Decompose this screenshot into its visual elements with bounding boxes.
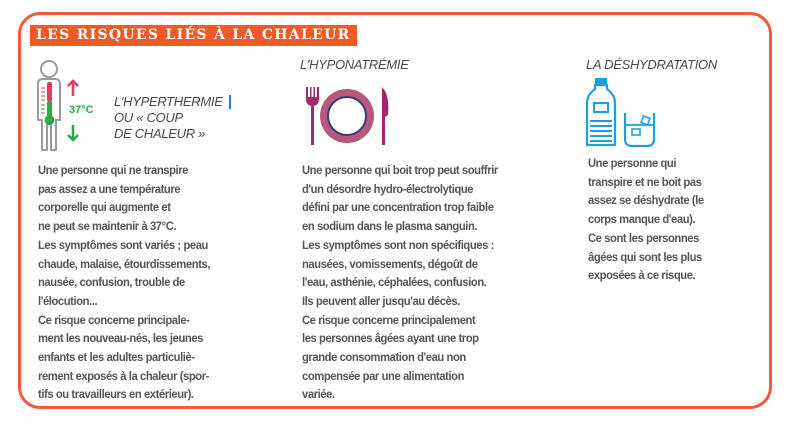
body-line: chaude, malaise, étourdissements, — [38, 256, 211, 271]
body-line: Une personne qui boit trop peut souffrir — [302, 163, 498, 177]
body-line: défini par une concentration trop faible — [302, 200, 494, 215]
thermometer-person-icon — [32, 58, 68, 154]
body-hyponatremie — [302, 161, 498, 404]
body-line: transpire et ne boit pas — [588, 174, 702, 189]
body-line: Une personne qui ne transpire — [38, 163, 188, 177]
body-line: Une personne qui — [588, 156, 677, 170]
body-line: ne peut se maintenir à 37°C. — [38, 219, 177, 234]
heading-deshydratation: LA DÉSHYDRATATION — [586, 57, 717, 72]
heading-line: OU « COUP — [114, 110, 183, 125]
heading-line: DE CHALEUR » — [114, 126, 206, 141]
body-line: ment les nouveau-nés, les jeunes — [38, 331, 203, 346]
page-title: LES RISQUES LIÉS À LA CHALEUR — [30, 25, 357, 46]
arrow-up-icon — [66, 79, 80, 97]
heading-line: L'HYPERTHERMIE — [114, 94, 223, 109]
body-line: pas assez a une température — [38, 181, 181, 196]
body-line: corporelle qui augmente et — [38, 200, 171, 215]
heading-hyponatremie: L'HYPONATRÉMIE — [300, 57, 409, 72]
body-line: en sodium dans le plasma sanguin. — [302, 219, 478, 234]
body-line: l'eau, asthénie, céphalées, confusion. — [302, 275, 487, 290]
body-line: l'élocution... — [38, 293, 98, 308]
arrow-down-icon — [66, 124, 80, 142]
body-line: Les symptômes sont variés ; peau — [38, 237, 208, 252]
body-line: Ils peuvent aller jusqu'au décès. — [302, 293, 460, 308]
body-line: nausées, vomissements, dégoût de — [302, 256, 478, 271]
body-line: tifs ou travailleurs en extérieur). — [38, 387, 194, 402]
body-line: Ce risque concerne principalement — [302, 312, 476, 327]
text-caret — [229, 95, 231, 109]
body-line: compensée par une alimentation — [302, 368, 465, 383]
body-line: exposées à ce risque. — [588, 268, 696, 283]
body-line: grande consommation d'eau non — [302, 350, 466, 365]
body-line: corps manque d'eau). — [588, 212, 696, 227]
body-line: Les symptômes sont non spécifiques : — [302, 237, 494, 252]
water-bottle-glass-icon — [586, 77, 658, 149]
body-line: Ce risque concerne principale- — [38, 312, 190, 327]
body-line: variée. — [302, 387, 335, 402]
body-line: rement exposés à la chaleur (spor- — [38, 368, 210, 383]
body-line: les personnes âgées ayant une trop — [302, 331, 479, 346]
body-line: âgées qui sont les plus — [588, 249, 702, 264]
body-hyperthermie — [38, 161, 210, 404]
plate-fork-knife-icon — [302, 85, 392, 147]
body-line: assez se déshydrate (le — [588, 193, 704, 208]
body-line: Ce sont les personnes — [588, 230, 699, 245]
body-deshydratation — [588, 154, 704, 285]
temperature-label: 37°C — [69, 104, 94, 116]
body-line: nausée, confusion, trouble de — [38, 275, 185, 290]
heading-hyperthermie — [114, 94, 223, 142]
body-line: d'un désordre hydro-électrolytique — [302, 181, 474, 196]
body-line: enfants et les adultes particuliè- — [38, 350, 195, 365]
